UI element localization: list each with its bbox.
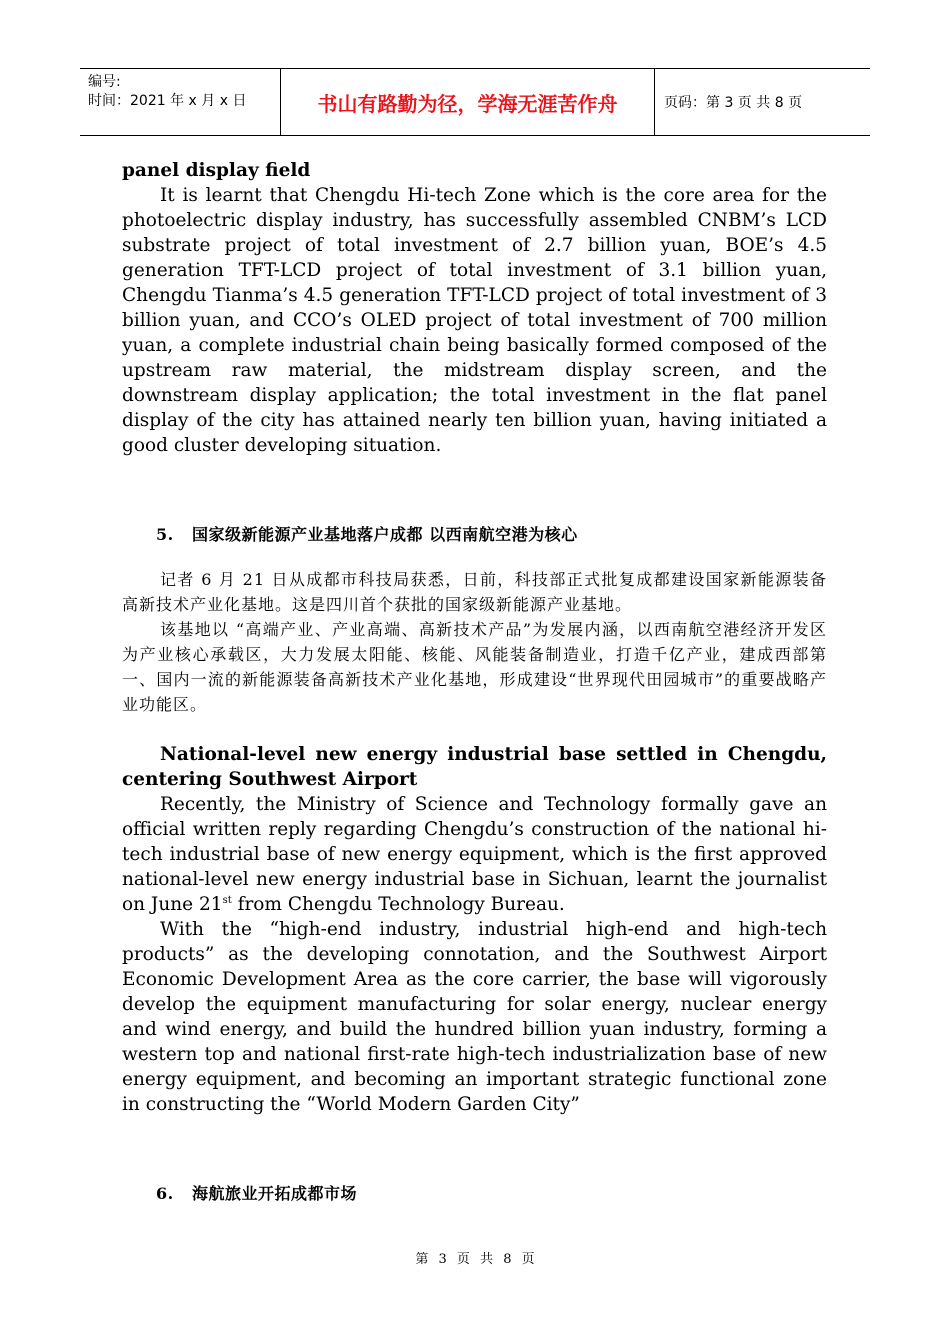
- page-footer: 第 3 页 共 8 页: [415, 1252, 535, 1267]
- page-header: [80, 68, 870, 136]
- header-meta: [80, 69, 281, 135]
- cn-paragraph: 记者 6 月 21 日从成都市科技局获悉，日前，科技部正式批复成都建设国家新能源装备高新技术产业化基地。这是四川首个获批的国家级新能源产业基地。: [122, 570, 827, 614]
- section-heading: [122, 1181, 827, 1204]
- en-section-title: National-level new energy industrial base settled in Chengdu, centering Southwest Airport: [122, 744, 827, 790]
- section-title: 国家级新能源产业基地落户成都 以西南航空港为核心: [192, 525, 578, 544]
- cn-paragraph: 该基地以 “高端产业、产业高端、高新技术产品”为发展内涵，以西南航空港经济开发区为产业核心承载区，大力发展太阳能、核能、风能装备制造业，打造千亿产业，建成西部第一、国内一流的新能源装备高新技术产业化基地，形成建设“世界现代田园城市”的重要战略产业功能区。: [122, 620, 827, 714]
- paragraph-text-tail: from Chengdu Technology Bureau.: [231, 894, 565, 915]
- document-body: [122, 158, 827, 1204]
- section-number: 6.: [156, 1184, 174, 1203]
- paragraph: It is learnt that Chengdu Hi-tech Zone which is the core area for the photoelectric display industry, has successfully assembled CNBM’s LCD substrate project of total investment of 2.7 billion yuan, BOE’s 4.5 generation TFT-LCD project of total investment of 3.1 billion yuan, Chengdu Tianma’s 4.5 generation TFT-LCD project of total investment of 3 billion yuan, and CCO’s OLED project of total investment of 700 million yuan, a complete industrial chain being basically formed composed of the upstream raw material, the midstream display screen, and the downstream display application; the total investment in the flat panel display of the city has attained nearly ten billion yuan, having initiated a good cluster developing situation.: [122, 185, 827, 456]
- doc-number-label: 编号:: [88, 74, 121, 90]
- header-motto: 书山有路勤为径，学海无涯苦作舟: [281, 69, 655, 135]
- section-title-tail: panel display field: [122, 160, 311, 181]
- header-page-label: 页码：第 3 页 共 8 页: [664, 95, 803, 111]
- section-title: 海航旅业开拓成都市场: [192, 1184, 358, 1203]
- superscript: st: [222, 894, 232, 906]
- paragraph: With the “high-end industry, industrial high-end and high-tech products” as the developing connotation, and the Southwest Airport Economic Development Area as the core carrier, the base will vigorously develop the equipment manufacturing for solar energy, nuclear energy and wind energy, and build the hundred billion yuan industry, forming a western top and national first-rate high-tech industrialization base of new energy equipment, and becoming an important strategic functional zone in constructing the “World Modern Garden City”: [122, 919, 827, 1115]
- paragraph-text: Recently, the Ministry of Science and Technology formally gave an official written reply regarding Chengdu’s construction of the national hi-tech industrial base of new energy equipment, which is the first approved national-level new energy industrial base in Sichuan, learnt the journalist on June 21: [122, 794, 827, 915]
- doc-time-label: 时间：2021 年 x 月 x 日: [88, 93, 247, 109]
- section-heading: [122, 522, 827, 545]
- paragraph: [122, 792, 827, 917]
- section-number: 5.: [156, 525, 174, 544]
